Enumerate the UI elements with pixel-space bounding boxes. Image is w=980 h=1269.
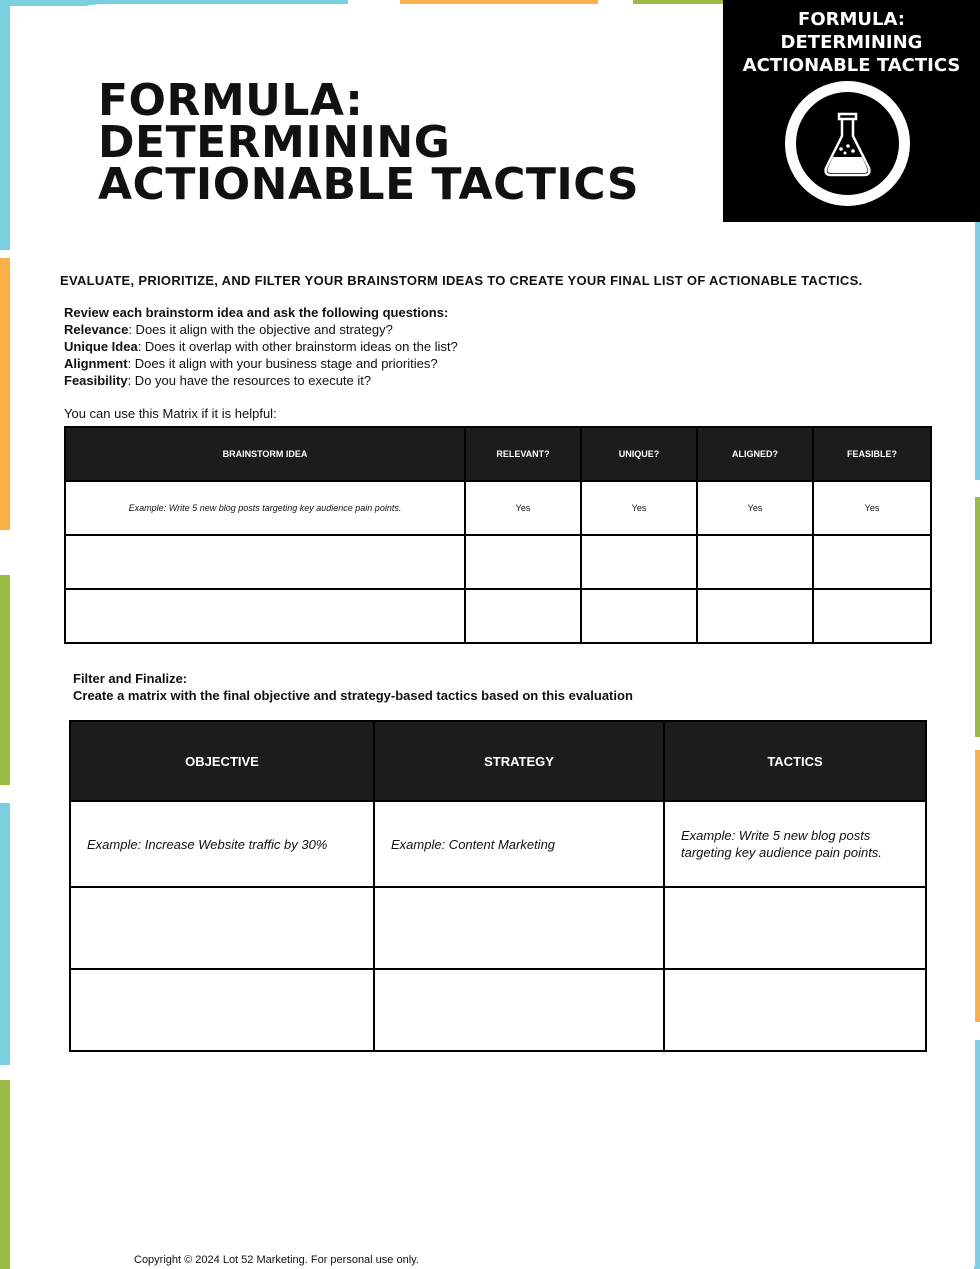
cell-idea[interactable] bbox=[65, 589, 465, 643]
badge-inner-circle bbox=[796, 92, 899, 195]
col-header-unique: UNIQUE? bbox=[581, 427, 697, 481]
final-header-row bbox=[70, 721, 926, 801]
cell-objective[interactable] bbox=[70, 969, 374, 1051]
question-text: : Does it align with the objective and strategy? bbox=[128, 322, 393, 337]
cell-unique[interactable] bbox=[581, 589, 697, 643]
brainstorm-matrix-table bbox=[64, 426, 932, 644]
badge-circle bbox=[785, 81, 910, 206]
flask-icon bbox=[822, 112, 873, 178]
cell-example-idea[interactable]: Example: Write 5 new blog posts targeting key audience pain points. bbox=[65, 481, 465, 535]
cell-tactics[interactable]: Example: Write 5 new blog posts targeting key audience pain points. bbox=[664, 801, 926, 887]
question-text: : Do you have the resources to execute it? bbox=[127, 373, 372, 388]
col-header-feasible: FEASIBLE? bbox=[813, 427, 931, 481]
question-term: Unique Idea bbox=[64, 339, 138, 354]
cell-aligned[interactable]: Yes bbox=[697, 481, 813, 535]
page-title bbox=[98, 75, 640, 210]
cell-idea[interactable] bbox=[65, 535, 465, 589]
question-relevance bbox=[64, 321, 458, 338]
cell-aligned[interactable] bbox=[697, 535, 813, 589]
questions-heading: Review each brainstorm idea and ask the following questions: bbox=[64, 305, 449, 320]
cell-feasible[interactable]: Yes bbox=[813, 481, 931, 535]
cell-unique[interactable]: Yes bbox=[581, 481, 697, 535]
question-term: Alignment bbox=[64, 356, 128, 371]
col-header-objective: OBJECTIVE bbox=[70, 721, 374, 801]
cell-objective[interactable]: Example: Increase Website traffic by 30% bbox=[70, 801, 374, 887]
cell-relevant[interactable] bbox=[465, 589, 581, 643]
cell-unique[interactable] bbox=[581, 535, 697, 589]
intro-instruction: EVALUATE, PRIORITIZE, AND FILTER YOUR BRAINSTORM IDEAS TO CREATE YOUR FINAL LIST OF ACTIONABLE TACTICS. bbox=[60, 273, 863, 288]
col-header-aligned: ALIGNED? bbox=[697, 427, 813, 481]
cell-aligned[interactable] bbox=[697, 589, 813, 643]
table-row bbox=[70, 887, 926, 969]
border-stripe-orange-left bbox=[0, 258, 10, 530]
question-text: : Does it align with your business stage and priorities? bbox=[127, 356, 438, 371]
question-alignment bbox=[64, 355, 458, 372]
question-term: Relevance bbox=[64, 322, 129, 337]
cell-tactics[interactable] bbox=[664, 969, 926, 1051]
question-feasibility bbox=[64, 372, 458, 389]
table-row bbox=[70, 969, 926, 1051]
cell-tactics[interactable] bbox=[664, 887, 926, 969]
table-row bbox=[65, 481, 931, 535]
question-unique-idea bbox=[64, 338, 458, 355]
title-badge bbox=[723, 0, 980, 222]
col-header-tactics: TACTICS bbox=[664, 721, 926, 801]
badge-title-line-2: DETERMINING bbox=[780, 32, 923, 53]
matrix-note: You can use this Matrix if it is helpful: bbox=[64, 406, 277, 421]
final-matrix-table bbox=[69, 720, 927, 1052]
title-line-3: ACTIONABLE TACTICS bbox=[98, 159, 640, 210]
border-stripe-blue-left-1 bbox=[0, 0, 10, 250]
filter-section bbox=[73, 670, 633, 704]
badge-title-line-3: ACTIONABLE TACTICS bbox=[742, 55, 961, 76]
filter-heading: Filter and Finalize: bbox=[73, 671, 188, 686]
title-line-1: FORMULA: bbox=[98, 75, 364, 126]
border-stripe-blue-left-2 bbox=[0, 803, 10, 1065]
title-line-2: DETERMINING bbox=[98, 117, 451, 168]
col-header-brainstorm-idea: BRAINSTORM IDEA bbox=[65, 427, 465, 481]
question-text: : Does it overlap with other brainstorm ideas on the list? bbox=[137, 339, 458, 354]
table-row bbox=[65, 535, 931, 589]
cell-feasible[interactable] bbox=[813, 589, 931, 643]
border-stripe-green-left-1 bbox=[0, 575, 10, 785]
col-header-strategy: STRATEGY bbox=[374, 721, 664, 801]
cell-strategy[interactable]: Example: Content Marketing bbox=[374, 801, 664, 887]
cell-relevant[interactable]: Yes bbox=[465, 481, 581, 535]
cell-relevant[interactable] bbox=[465, 535, 581, 589]
table-row bbox=[70, 801, 926, 887]
badge-title-line-1: FORMULA: bbox=[798, 9, 905, 30]
filter-text: Create a matrix with the final objective and strategy-based tactics based on this evaluation bbox=[73, 688, 633, 703]
question-term: Feasibility bbox=[64, 373, 128, 388]
badge-title bbox=[723, 8, 980, 77]
matrix-header-row bbox=[65, 427, 931, 481]
cell-objective[interactable] bbox=[70, 887, 374, 969]
cell-feasible[interactable] bbox=[813, 535, 931, 589]
evaluation-questions bbox=[64, 304, 458, 389]
footer-copyright: Copyright © 2024 Lot 52 Marketing. For personal use only. bbox=[134, 1254, 419, 1266]
cell-strategy[interactable] bbox=[374, 887, 664, 969]
col-header-relevant: RELEVANT? bbox=[465, 427, 581, 481]
border-stripe-green-left-2 bbox=[0, 1080, 10, 1269]
table-row bbox=[65, 589, 931, 643]
cell-strategy[interactable] bbox=[374, 969, 664, 1051]
